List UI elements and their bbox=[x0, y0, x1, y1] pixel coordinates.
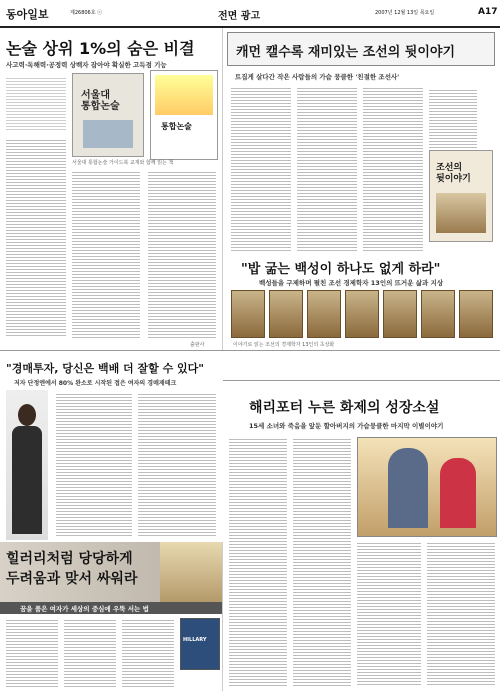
page-number: A17 bbox=[478, 7, 498, 17]
book-cover-title: HILLARY bbox=[183, 637, 207, 643]
portrait-caption: 이야기로 읽는 조선의 경제학자 13인의 초상화 bbox=[233, 342, 335, 348]
ad-body-columns-2 bbox=[293, 437, 351, 687]
ad-headline-box bbox=[227, 32, 495, 66]
author-photo bbox=[6, 390, 48, 540]
ad-body-columns-2 bbox=[138, 392, 216, 538]
ad-subhead: 트집게 살다간 작은 사람들의 가슴 뭉클한 '친절한 조선사' bbox=[235, 73, 400, 81]
portrait bbox=[269, 290, 303, 338]
author-head bbox=[18, 404, 36, 426]
author-body bbox=[12, 426, 42, 534]
portrait bbox=[459, 290, 493, 338]
portrait bbox=[421, 290, 455, 338]
movie-figure-2 bbox=[440, 458, 476, 528]
publisher-name: 출판사 bbox=[190, 342, 205, 348]
ad-body-columns bbox=[231, 86, 291, 251]
ad-headline-2: 두려움과 맞서 싸워라 bbox=[6, 571, 138, 587]
quote-headline: "밥 굶는 백성이 하나도 없게 하라" bbox=[241, 262, 441, 277]
ad-auction-book bbox=[0, 352, 222, 542]
ad-body-columns-3 bbox=[148, 170, 216, 340]
ad-headline-1: 힐러리처럼 당당하게 bbox=[6, 551, 133, 567]
newspaper-logo: 동아일보 bbox=[6, 8, 49, 21]
ad-body-columns bbox=[6, 138, 66, 338]
section-title: 전면 광고 bbox=[218, 11, 261, 22]
ad-body-columns bbox=[229, 437, 287, 687]
ad-hillary-book bbox=[0, 542, 223, 691]
book-cover-image bbox=[83, 120, 133, 148]
book-cover bbox=[429, 150, 493, 242]
divider bbox=[0, 350, 500, 351]
ad-tagline-bar bbox=[0, 602, 222, 614]
ad-novel-book bbox=[223, 380, 500, 692]
portrait bbox=[345, 290, 379, 338]
book-cover-title: 서울대 통합논술 bbox=[81, 90, 120, 112]
ad-subhead: 15세 소녀와 죽음을 앞둔 할아버지의 가슴뭉클한 마지막 이별이야기 bbox=[249, 422, 444, 430]
ad-body-columns-3 bbox=[363, 86, 423, 251]
ad-body-text bbox=[6, 76, 66, 131]
book-cover-2-title: 통합논술 bbox=[161, 122, 192, 131]
ad-essay-book bbox=[0, 28, 223, 350]
ad-body-columns-3 bbox=[357, 541, 421, 687]
book-cover-2 bbox=[150, 70, 218, 160]
ad-body-columns-3 bbox=[122, 618, 174, 688]
movie-still bbox=[357, 437, 497, 537]
portrait-strip bbox=[231, 290, 495, 342]
quote-subhead: 백성들을 구제하며 펼친 조선 경제학자 13인의 뜨거운 삶과 지상 bbox=[259, 279, 444, 287]
issue-number: 제26806호 ⓒ bbox=[70, 10, 103, 16]
book-cover bbox=[72, 73, 144, 157]
ad-headline: "경매투자, 당신은 백배 더 잘할 수 있다" bbox=[6, 362, 205, 375]
book-cover bbox=[180, 618, 220, 670]
portrait bbox=[383, 290, 417, 338]
ad-body-columns-4 bbox=[427, 541, 495, 687]
book-cover-2-art bbox=[155, 75, 213, 115]
ad-body-columns-2 bbox=[64, 618, 116, 688]
ad-body-columns-2 bbox=[72, 170, 140, 340]
ad-headline: 캐먼 캘수록 재미있는 조선의 뒷이야기 bbox=[236, 45, 456, 60]
book-cover-art bbox=[436, 193, 486, 233]
masthead bbox=[0, 0, 500, 28]
ad-body-columns bbox=[56, 392, 132, 538]
book-cover-title: 조선의 뒷이야기 bbox=[436, 163, 471, 184]
movie-figure bbox=[388, 448, 428, 528]
ad-joseon-book bbox=[223, 28, 500, 350]
ad-headline: 논술 상위 1%의 숨은 비결 bbox=[6, 39, 195, 58]
ad-subhead: 저자 단정엔에서 80% 완소로 시작된 접은 여자의 경매재테크 bbox=[14, 380, 177, 387]
ad-tagline: 꿈을 품은 여자가 세상의 중심에 우뚝 서는 법 bbox=[20, 605, 149, 613]
ad-banner bbox=[0, 542, 222, 602]
ad-body-columns-4 bbox=[429, 88, 477, 148]
ad-subhead: 사고력·독해력·공정력 상백자 잡아야 확실한 고득점 기능 bbox=[6, 61, 167, 69]
issue-date: 2007년 12월 13일 목요일 bbox=[375, 10, 435, 16]
portrait bbox=[231, 290, 265, 338]
ad-body-columns bbox=[6, 618, 58, 688]
hillary-photo bbox=[160, 542, 222, 602]
ad-body-columns-2 bbox=[297, 86, 357, 251]
ad-headline: 해리포터 누른 화제의 성장소설 bbox=[249, 400, 440, 416]
book-caption: 서울대 통합논술 가이드북 교재와 함께 읽는 책 bbox=[72, 160, 174, 166]
portrait bbox=[307, 290, 341, 338]
